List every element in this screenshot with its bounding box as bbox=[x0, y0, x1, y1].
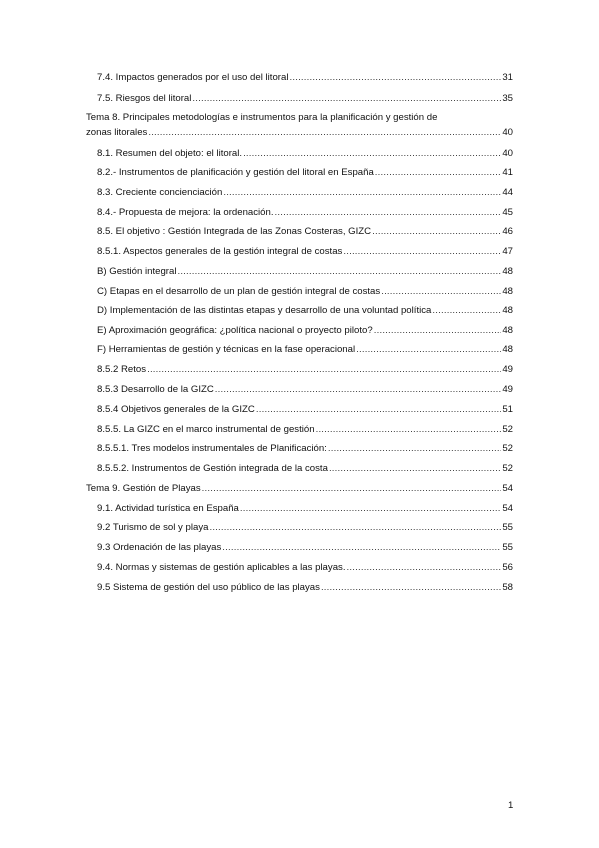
dot-leader bbox=[222, 542, 501, 554]
toc-entry-page: 58 bbox=[502, 582, 513, 593]
toc-entry-label: 8.1. Resumen del objeto: el litoral. bbox=[97, 148, 243, 159]
toc-entry[interactable] bbox=[97, 325, 513, 337]
toc-entry-page: 48 bbox=[502, 305, 513, 316]
toc-entry-label: 7.4. Impactos generados por el uso del litoral bbox=[97, 72, 289, 83]
toc-entry[interactable] bbox=[86, 127, 513, 139]
toc-entry-label: 8.4.- Propuesta de mejora: la ordenación. bbox=[97, 207, 274, 218]
toc-entry-page: 31 bbox=[502, 72, 513, 83]
toc-entry-page: 55 bbox=[502, 542, 513, 553]
toc-entry-label: 8.5.4 Objetivos generales de la GIZC bbox=[97, 404, 255, 415]
toc-entry-label: C) Etapas en el desarrollo de un plan de gestión integral de costas bbox=[97, 286, 381, 297]
dot-leader bbox=[432, 305, 501, 317]
toc-entry-label: 8.2.- Instrumentos de planificación y gestión del litoral en España bbox=[97, 167, 374, 178]
toc-entry-label: 9.1. Actividad turística en España bbox=[97, 503, 239, 514]
toc-entry-label: E) Aproximación geográfica: ¿política nacional o proyecto piloto? bbox=[97, 325, 373, 336]
toc-entry[interactable] bbox=[97, 424, 513, 436]
toc-entry-label: Tema 9. Gestión de Playas bbox=[86, 483, 201, 494]
toc-entry[interactable] bbox=[97, 226, 513, 238]
dot-leader bbox=[329, 463, 501, 475]
dot-leader bbox=[347, 562, 502, 574]
toc-entry-label: 8.5.5. La GIZC en el marco instrumental de gestión bbox=[97, 424, 315, 435]
toc-entry-page: 51 bbox=[502, 404, 513, 415]
toc-entry-page: 40 bbox=[502, 148, 513, 159]
toc-entry-page: 52 bbox=[502, 424, 513, 435]
dot-leader bbox=[328, 443, 501, 455]
dot-leader bbox=[177, 266, 501, 278]
dot-leader bbox=[321, 582, 501, 594]
toc-entry-page: 49 bbox=[502, 364, 513, 375]
toc-entry-page: 48 bbox=[502, 344, 513, 355]
toc-entry[interactable] bbox=[97, 148, 513, 160]
toc-entry[interactable] bbox=[97, 72, 513, 84]
toc-entry[interactable] bbox=[97, 286, 513, 298]
toc-entry-page: 52 bbox=[502, 443, 513, 454]
toc-entry-page: 40 bbox=[502, 127, 513, 138]
toc-entry-label: 8.5. El objetivo : Gestión Integrada de las Zonas Costeras, GIZC bbox=[97, 226, 372, 237]
toc-entry[interactable] bbox=[97, 404, 513, 416]
toc-entry[interactable] bbox=[97, 167, 513, 179]
toc-entry[interactable] bbox=[97, 266, 513, 278]
toc-entry-page: 44 bbox=[502, 187, 513, 198]
page-number: 1 bbox=[508, 800, 514, 811]
dot-leader bbox=[289, 72, 501, 84]
toc-entry-label: 9.5 Sistema de gestión del uso público de las playas bbox=[97, 582, 320, 593]
toc-entry[interactable] bbox=[97, 582, 513, 594]
toc-entry[interactable] bbox=[97, 542, 513, 554]
dot-leader bbox=[192, 93, 501, 105]
toc-entry-page: 56 bbox=[502, 562, 513, 573]
toc-entry-heading[interactable]: Tema 8. Principales metodologías e instrumentos para la planificación y gestión de bbox=[86, 112, 438, 123]
toc-entry-page: 48 bbox=[502, 325, 513, 336]
toc-entry-label: 8.5.2 Retos bbox=[97, 364, 147, 375]
toc-entry-label: 9.4. Normas y sistemas de gestión aplicables a las playas. bbox=[97, 562, 346, 573]
toc-entry-label: 7.5. Riesgos del litoral bbox=[97, 93, 192, 104]
toc-entry-page: 48 bbox=[502, 286, 513, 297]
toc-entry[interactable] bbox=[97, 503, 513, 515]
dot-leader bbox=[223, 187, 501, 199]
toc-entry-label: 8.5.1. Aspectos generales de la gestión integral de costas bbox=[97, 246, 343, 257]
toc-entry[interactable] bbox=[97, 364, 513, 376]
toc-entry-label: 8.3. Creciente concienciación bbox=[97, 187, 223, 198]
toc-entry[interactable] bbox=[97, 344, 513, 356]
toc-entry-label: 9.3 Ordenación de las playas bbox=[97, 542, 222, 553]
toc-entry-page: 54 bbox=[502, 503, 513, 514]
dot-leader bbox=[316, 424, 502, 436]
dot-leader bbox=[243, 148, 501, 160]
toc-entry[interactable] bbox=[97, 305, 513, 317]
toc-entry[interactable] bbox=[97, 562, 513, 574]
toc-entry[interactable] bbox=[97, 93, 513, 105]
dot-leader bbox=[148, 127, 501, 139]
dot-leader bbox=[209, 522, 501, 534]
toc-entry-page: 41 bbox=[502, 167, 513, 178]
toc-entry-label-continuation: zonas litorales bbox=[86, 127, 148, 138]
dot-leader bbox=[275, 207, 502, 219]
dot-leader bbox=[215, 384, 502, 396]
dot-leader bbox=[381, 286, 501, 298]
dot-leader bbox=[375, 167, 502, 179]
dot-leader bbox=[356, 344, 501, 356]
dot-leader bbox=[147, 364, 501, 376]
toc-entry-label: B) Gestión integral bbox=[97, 266, 177, 277]
toc-entry[interactable] bbox=[86, 483, 513, 495]
toc-entry-page: 54 bbox=[502, 483, 513, 494]
toc-entry[interactable] bbox=[97, 443, 513, 455]
toc-entry-page: 47 bbox=[502, 246, 513, 257]
dot-leader bbox=[343, 246, 501, 258]
toc-entry-page: 35 bbox=[502, 93, 513, 104]
toc-entry[interactable] bbox=[97, 246, 513, 258]
toc-entry-label: F) Herramientas de gestión y técnicas en la fase operacional bbox=[97, 344, 356, 355]
toc-entry-label: D) Implementación de las distintas etapas y desarrollo de una voluntad política bbox=[97, 305, 432, 316]
toc-entry-label: 8.5.5.1. Tres modelos instrumentales de Planificación: bbox=[97, 443, 327, 454]
dot-leader bbox=[372, 226, 501, 238]
toc-entry[interactable] bbox=[97, 187, 513, 199]
toc-entry-page: 46 bbox=[502, 226, 513, 237]
toc-entry[interactable] bbox=[97, 463, 513, 475]
toc-entry-page: 52 bbox=[502, 463, 513, 474]
dot-leader bbox=[374, 325, 502, 337]
toc-entry[interactable] bbox=[97, 522, 513, 534]
toc-entry-label: 9.2 Turismo de sol y playa bbox=[97, 522, 209, 533]
dot-leader bbox=[240, 503, 501, 515]
toc-entry-page: 48 bbox=[502, 266, 513, 277]
toc-entry-page: 49 bbox=[502, 384, 513, 395]
dot-leader bbox=[256, 404, 501, 416]
toc-entry-page: 55 bbox=[502, 522, 513, 533]
toc-entry[interactable] bbox=[97, 207, 513, 219]
toc-entry-label: 8.5.5.2. Instrumentos de Gestión integrada de la costa bbox=[97, 463, 328, 474]
toc-entry-label: 8.5.3 Desarrollo de la GIZC bbox=[97, 384, 214, 395]
toc-entry[interactable] bbox=[97, 384, 513, 396]
toc-entry-page: 45 bbox=[502, 207, 513, 218]
dot-leader bbox=[202, 483, 502, 495]
